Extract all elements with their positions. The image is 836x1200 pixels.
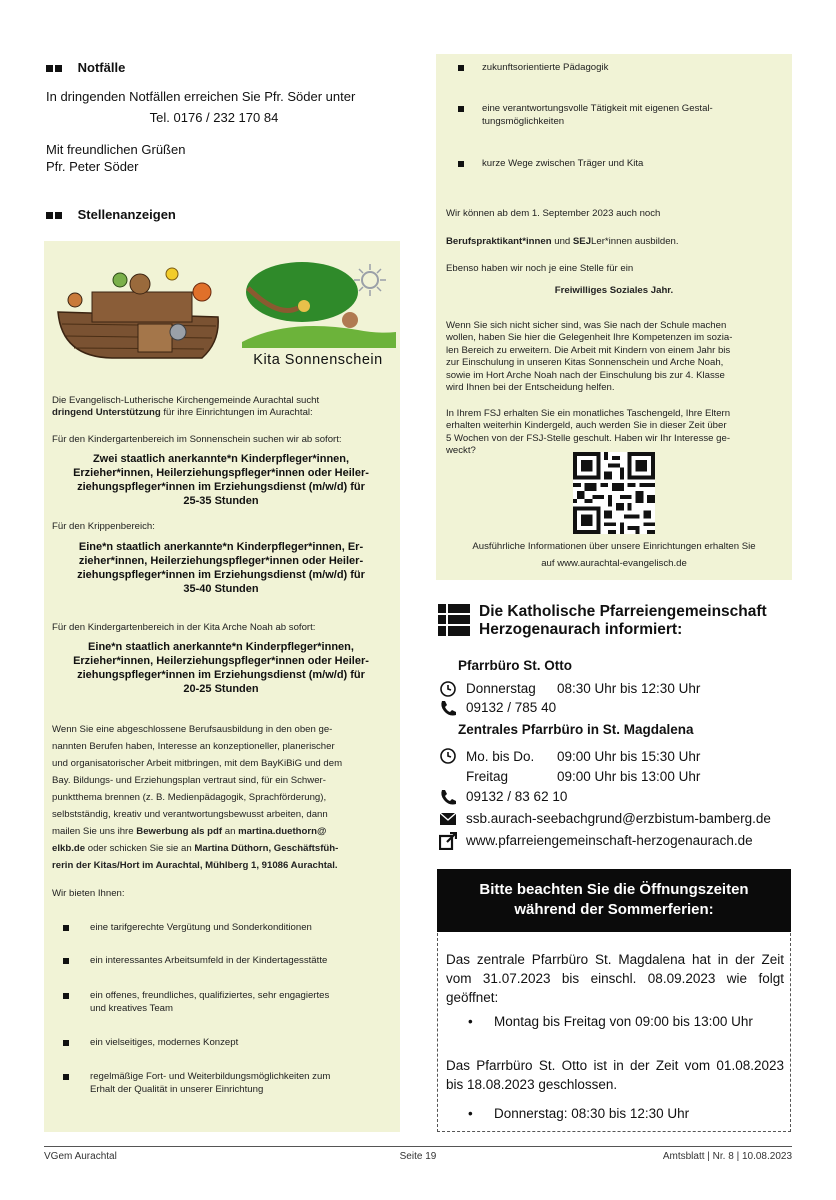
position-line: ziehungspfleger*innen im Erziehungsdienst (m/w/d) für <box>77 569 365 581</box>
katholisch-heading-line: Herzogenaurach informiert: <box>479 621 683 638</box>
footer-right: Amtsblatt | Nr. 8 | 10.08.2023 <box>662 1151 792 1162</box>
magdalena-day1: Mo. bis Do. <box>466 749 535 764</box>
footer-page-number: Seite 19 <box>399 1151 437 1162</box>
offer-item-cont: tungsmöglichkeiten <box>482 116 565 127</box>
offer-item-cont: Erhalt der Qualität in unserer Einrichtung <box>90 1084 264 1095</box>
phone-icon <box>439 699 457 717</box>
website-link[interactable]: www.pfarreiengemeinschaft-herzogenaurach.de <box>466 833 753 848</box>
magdalena-time1: 09:00 Uhr bis 15:30 Uhr <box>557 749 701 764</box>
magdalena-time2: 09:00 Uhr bis 13:00 Uhr <box>557 769 701 784</box>
apply-line: nannten Berufen haben, Interesse an konzeptioneller, planerischer <box>52 741 335 752</box>
apply-line: Wenn Sie eine abgeschlossene Berufsausbildung in den oben ge- <box>52 724 333 735</box>
notfaelle-signature: Pfr. Peter Söder <box>46 159 139 174</box>
position-line: 35-40 Stunden <box>183 583 259 595</box>
fsj-paragraph2 <box>446 408 784 458</box>
apply-text: oder schicken Sie sie an <box>85 843 195 854</box>
bullet-icon <box>63 1074 69 1080</box>
intro-bold: dringend Unterstützung <box>52 407 161 418</box>
apply-line <box>52 840 390 857</box>
otto-day: Donnerstag <box>466 681 536 696</box>
otto-time: 08:30 Uhr bis 12:30 Uhr <box>557 681 701 696</box>
offer-item: kurze Wege zwischen Träger und Kita <box>482 158 644 169</box>
magdalena-day2: Freitag <box>466 769 509 784</box>
summer-text-line: bis 18.08.2023 geschlossen. <box>446 1077 618 1092</box>
apply-line: Bay. Bildungs- und Erziehungsplan vertraut sind, für ein Schwer- <box>52 775 326 786</box>
summer-text-line: vom 31.07.2023 bis einschl. 08.09.2023 wie folgt <box>446 971 784 986</box>
apply-bold: Bewerbung als pdf <box>136 826 223 837</box>
fsj-para-line: 5 Wochen von der FSJ-Stelle geschult. Haben wir Ihr Interesse ge- <box>446 432 731 444</box>
section1-positions <box>50 452 392 508</box>
fsj-line2 <box>446 236 679 248</box>
position-line: ziehungspfleger*innen im Erziehungsdienst (m/w/d) für <box>77 669 365 681</box>
position-line: Eine*n staatlich anerkannte*n Kinderpfleger*innen, Er- <box>78 541 364 553</box>
intro-line2 <box>52 407 390 419</box>
qr-code[interactable] <box>573 452 655 534</box>
info-line1: Ausführliche Informationen über unsere Einrichtungen erhalten Sie <box>472 541 756 552</box>
bullet-icon <box>63 1040 69 1046</box>
katholisch-heading-line: Die Katholische Pfarreiengemeinschaft <box>479 603 767 620</box>
offer-item: ein vielseitiges, modernes Konzept <box>90 1037 239 1048</box>
info-website-link[interactable]: auf www.aurachtal-evangelisch.de <box>541 558 687 569</box>
kita-logo-text: Kita Sonnenschein <box>253 352 383 368</box>
magdalena-title: Zentrales Pfarrbüro in St. Magdalena <box>458 722 694 737</box>
fsj-para-line: zur Einschulung in unseren Kitas Sonnenschein und Arche Noah, <box>446 357 724 369</box>
section3-positions <box>50 640 392 696</box>
apply-line: selbstständig, kreativ und verantwortungsbewusst arbeiten, dann <box>52 809 328 820</box>
notfaelle-heading-text: Notfälle <box>77 60 126 75</box>
intro-rest: für ihre Einrichtungen im Aurachtal: <box>160 407 313 418</box>
summer-text-line: Das zentrale Pfarrbüro St. Magdalena hat in der Zeit <box>446 952 784 967</box>
wir-bieten: Wir bieten Ihnen: <box>52 888 125 899</box>
apply-line: und organisatorischer Arbeit mitbringen, mit dem BayKiBiG und dem <box>52 758 343 769</box>
position-line: 20-25 Stunden <box>183 683 259 695</box>
footer-divider <box>44 1146 792 1147</box>
apply-text: an <box>222 826 239 837</box>
notfaelle-line1: In dringenden Notfällen erreichen Sie Pfr. Söder unter <box>46 89 356 104</box>
bullet-icon <box>458 161 464 167</box>
summer-text-line: Das Pfarrbüro St. Otto ist in der Zeit vom 01.08.2023 <box>446 1058 784 1073</box>
bullet-icon <box>458 106 464 112</box>
clock-icon <box>439 680 457 698</box>
section2-positions <box>50 540 392 596</box>
apply-line <box>52 823 390 840</box>
apply-email-part1[interactable]: martina.duethorn@ <box>238 826 327 837</box>
bullet-icon <box>63 993 69 999</box>
offer-item: ein offenes, freundliches, qualifiziertes, sehr engagiertes <box>90 990 330 1001</box>
stellen-heading <box>46 207 176 222</box>
section3-label: Für den Kindergartenbereich in der Kita Arche Noah ab sofort: <box>52 622 316 633</box>
summer-paragraph2 <box>446 1056 784 1094</box>
summer-title-line: während der Sommerferien: <box>514 901 714 918</box>
offer-item: eine verantwortungsvolle Tätigkeit mit eigenen Gestal- <box>482 103 713 114</box>
bullet-icon <box>458 65 464 71</box>
apply-text: mailen Sie uns ihre <box>52 826 137 837</box>
heading-marker-icon <box>55 212 62 219</box>
notfaelle-greeting: Mit freundlichen Grüßen <box>46 142 186 157</box>
heading-marker-icon <box>46 212 53 219</box>
fsj-bold: SEJ <box>572 236 592 247</box>
position-line: Erzieher*innen, Heilerziehungspfleger*innen oder Heiler- <box>73 467 369 479</box>
position-line: Eine*n staatlich anerkannte*n Kinderpfleger*innen, <box>88 641 354 653</box>
offer-item: ein interessantes Arbeitsumfeld in der Kindertagesstätte <box>90 955 328 966</box>
summer-title-line: Bitte beachten Sie die Öffnungszeiten <box>479 881 749 898</box>
katholisch-heading <box>479 603 767 639</box>
section1-label: Für den Kindergartenbereich im Sonnenschein suchen wir ab sofort: <box>52 434 342 445</box>
clock-icon <box>439 747 457 765</box>
phone-icon <box>439 788 457 806</box>
notfaelle-heading <box>46 60 125 75</box>
apply-bold: Martina Düthorn, Geschäftsfüh- <box>194 843 339 854</box>
heading-marker-icon <box>55 65 62 72</box>
fsj-paragraph1 <box>446 320 784 394</box>
section2-label: Für den Krippenbereich: <box>52 521 155 532</box>
position-line: 25-35 Stunden <box>183 495 259 507</box>
fsj-para-line: erhalten weiterhin Kindergeld, auch werden Sie in dieser Zeit über <box>446 420 727 432</box>
fsj-text: Ler*innen ausbilden. <box>591 236 679 247</box>
fsj-bold: Berufspraktikant*innen <box>446 236 552 247</box>
fsj-text: und <box>551 236 573 247</box>
fsj-para-line: sowie im Hort Arche Noah nach der Einschulung bis zur 4. Klasse <box>446 369 725 381</box>
position-line: Erzieher*innen, Heilerziehungspfleger*innen oder Heiler- <box>73 655 369 667</box>
footer-left: VGem Aurachtal <box>44 1151 117 1162</box>
magdalena-phone[interactable]: 09132 / 83 62 10 <box>466 789 568 804</box>
fsj-line3: Ebenso haben wir noch je eine Stelle für ein <box>446 263 634 274</box>
offer-item-cont: und kreatives Team <box>90 1003 174 1014</box>
heading-marker-icon <box>46 65 53 72</box>
fsj-para-line: wird Ihnen bei der Entscheidung helfen. <box>446 382 615 394</box>
intro-line1: Die Evangelisch-Lutherische Kirchengemeinde Aurachtal sucht <box>52 395 320 406</box>
fsj-line4: Freiwilliges Soziales Jahr. <box>554 285 674 296</box>
apply-paragraph <box>52 721 390 874</box>
fsj-para-line: In Ihrem FSJ erhalten Sie ein monatliches Taschengeld, Ihre Eltern <box>446 408 731 419</box>
offer-item: eine tarifgerechte Vergütung und Sonderkonditionen <box>90 922 312 933</box>
summer-bullet1: Montag bis Freitag von 09:00 bis 13:00 Uhr <box>494 1014 753 1029</box>
otto-phone[interactable]: 09132 / 785 40 <box>466 700 557 715</box>
bullet-icon <box>63 958 69 964</box>
summer-hours-banner <box>437 869 791 932</box>
position-line: Zwei staatlich anerkannte*n Kinderpfleger*innen, <box>92 453 350 465</box>
offer-item: zukunftsorientierte Pädagogik <box>482 62 609 73</box>
apply-email-part2[interactable]: elkb.de <box>52 843 86 854</box>
position-line: ziehungspfleger*innen im Erziehungsdienst (m/w/d) für <box>77 481 365 493</box>
section-grid-icon <box>438 604 470 636</box>
position-line: zieher*innen, Heilerziehungspfleger*innen oder Heiler- <box>78 555 364 567</box>
external-link-icon <box>439 832 457 850</box>
bullet-dot-icon: • <box>468 1014 473 1029</box>
offer-item: regelmäßige Fort- und Weiterbildungsmöglichkeiten zum <box>90 1071 331 1082</box>
apply-line: punktthema brennen (z. B. Medienpädagogik, Sprachförderung), <box>52 792 327 803</box>
mail-icon <box>439 810 457 828</box>
email-link[interactable]: ssb.aurach-seebachgrund@erzbistum-bamberg.de <box>466 811 771 826</box>
ark-illustration <box>52 262 224 362</box>
fsj-line1: Wir können ab dem 1. September 2023 auch noch <box>446 208 661 219</box>
summer-paragraph1 <box>446 950 784 1007</box>
fsj-para-line: Wenn Sie sich nicht sicher sind, was Sie nach der Schule machen <box>446 320 727 331</box>
summer-bullet2: Donnerstag: 08:30 bis 12:30 Uhr <box>494 1106 690 1121</box>
fsj-para-line: weckt? <box>446 445 476 457</box>
otto-title: Pfarrbüro St. Otto <box>458 658 572 673</box>
apply-line: rerin der Kitas/Hort im Aurachtal, Mühlberg 1, 91086 Aurachtal. <box>52 860 338 871</box>
bullet-icon <box>63 925 69 931</box>
bullet-dot-icon: • <box>468 1106 473 1121</box>
fsj-para-line: wollen, haben Sie hier die Gelegenheit Ihre Kompetenzen im sozia- <box>446 332 733 344</box>
summer-text-line: geöffnet: <box>446 990 499 1005</box>
stellen-heading-text: Stellenanzeigen <box>77 207 176 222</box>
fsj-para-line: len Bereich zu erweitern. Die Arbeit mit Kindern von einem Jahr bis <box>446 344 731 356</box>
notfaelle-phone: Tel. 0176 / 232 170 84 <box>149 110 279 125</box>
